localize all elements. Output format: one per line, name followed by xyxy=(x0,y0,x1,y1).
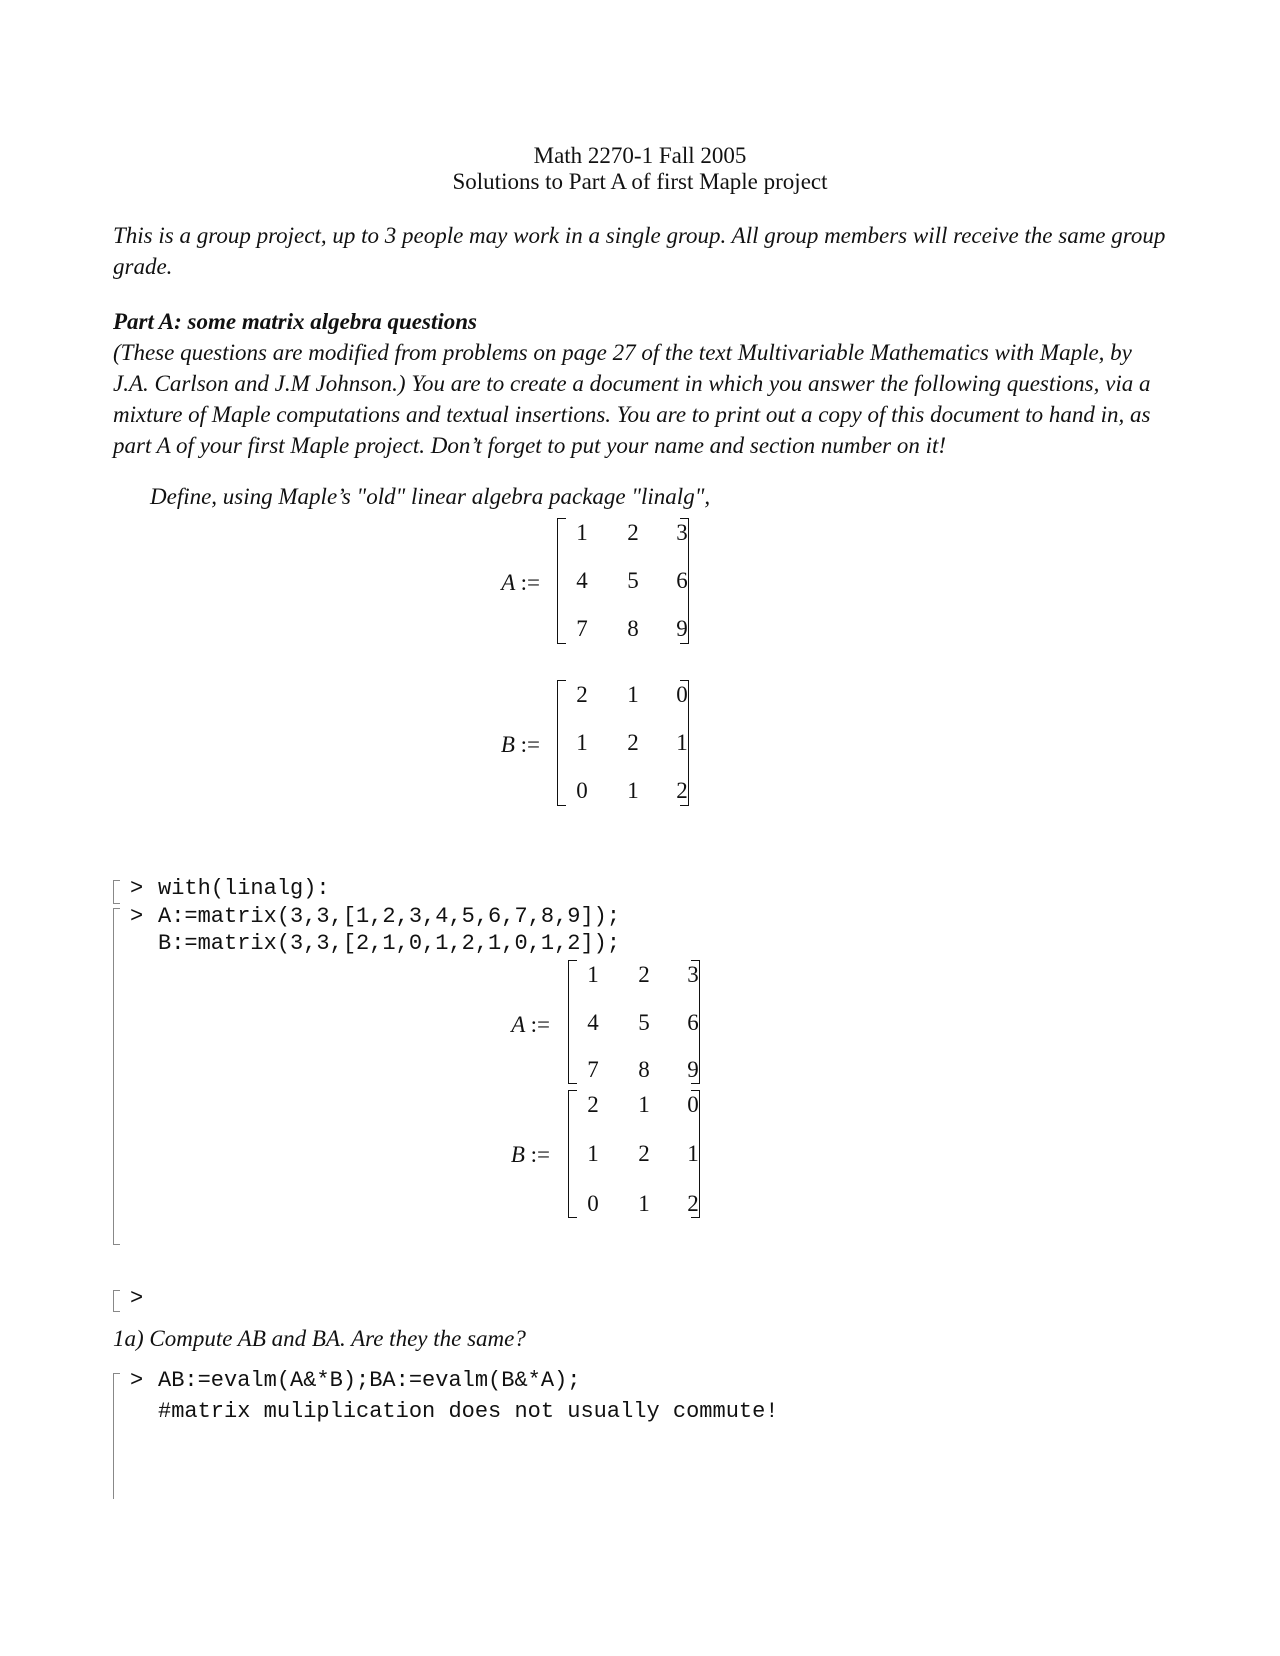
matrix-b: 2 1 0 1 2 1 0 1 2 xyxy=(557,680,689,804)
maple-prompt: > xyxy=(130,1368,144,1393)
maple-input-matrix-b[interactable]: B:=matrix(3,3,[2,1,0,1,2,1,0,1,2]); xyxy=(158,931,621,956)
output-matrix-b: 2 1 0 1 2 1 0 1 2 xyxy=(568,1090,700,1216)
maple-empty-prompt[interactable]: > xyxy=(130,1286,144,1311)
doc-subtitle: Solutions to Part A of first Maple project xyxy=(452,169,828,194)
define-line: Define, using Maple’s "old" linear algebra package "linalg", xyxy=(150,484,711,509)
maple-input-matrix-a[interactable]: A:=matrix(3,3,[1,2,3,4,5,6,7,8,9]); xyxy=(158,904,621,929)
question-1a: 1a) Compute AB and BA. Are they the same? xyxy=(113,1326,526,1351)
doc-title: Math 2270-1 Fall 2005 xyxy=(533,143,747,168)
matrix-a-label: A := xyxy=(501,570,540,595)
exec-group-bracket xyxy=(113,880,120,904)
part-a-heading: Part A: some matrix algebra questions xyxy=(113,309,477,334)
exec-group-bracket xyxy=(113,1290,120,1312)
part-a-section xyxy=(113,306,1173,461)
maple-prompt: > xyxy=(130,904,144,929)
maple-input-with-linalg[interactable]: with(linalg): xyxy=(158,876,330,901)
maple-input-products[interactable]: AB:=evalm(A&*B);BA:=evalm(B&*A); xyxy=(158,1368,581,1393)
output-matrix-a: 1 2 3 4 5 6 7 8 9 xyxy=(568,960,700,1082)
exec-group-bracket xyxy=(113,908,120,1245)
intro-paragraph: This is a group project, up to 3 people may work in a single group. All group members will receive the same group grade. xyxy=(113,223,1166,279)
maple-comment[interactable]: #matrix muliplication does not usually commute! xyxy=(158,1399,779,1424)
exec-group-bracket xyxy=(113,1373,120,1499)
matrix-b-label: B := xyxy=(500,732,540,757)
part-a-body: (These questions are modified from problems on page 27 of the text Multivariable Mathematics with Maple, by J.A. Carlson and J.M Johnson.) You are to create a document in which you answer the following questions, via a mixture of Maple computations and textual insertions. You are to print out a copy of this document to hand in, as part A of your first Maple project. Don’t forget to put your name and section number on it! xyxy=(113,340,1151,458)
output-matrix-b-label: B := xyxy=(510,1142,550,1167)
output-matrix-a-label: A := xyxy=(511,1012,550,1037)
matrix-a: 1 2 3 4 5 6 7 8 9 xyxy=(557,518,689,642)
maple-prompt: > xyxy=(130,876,144,901)
